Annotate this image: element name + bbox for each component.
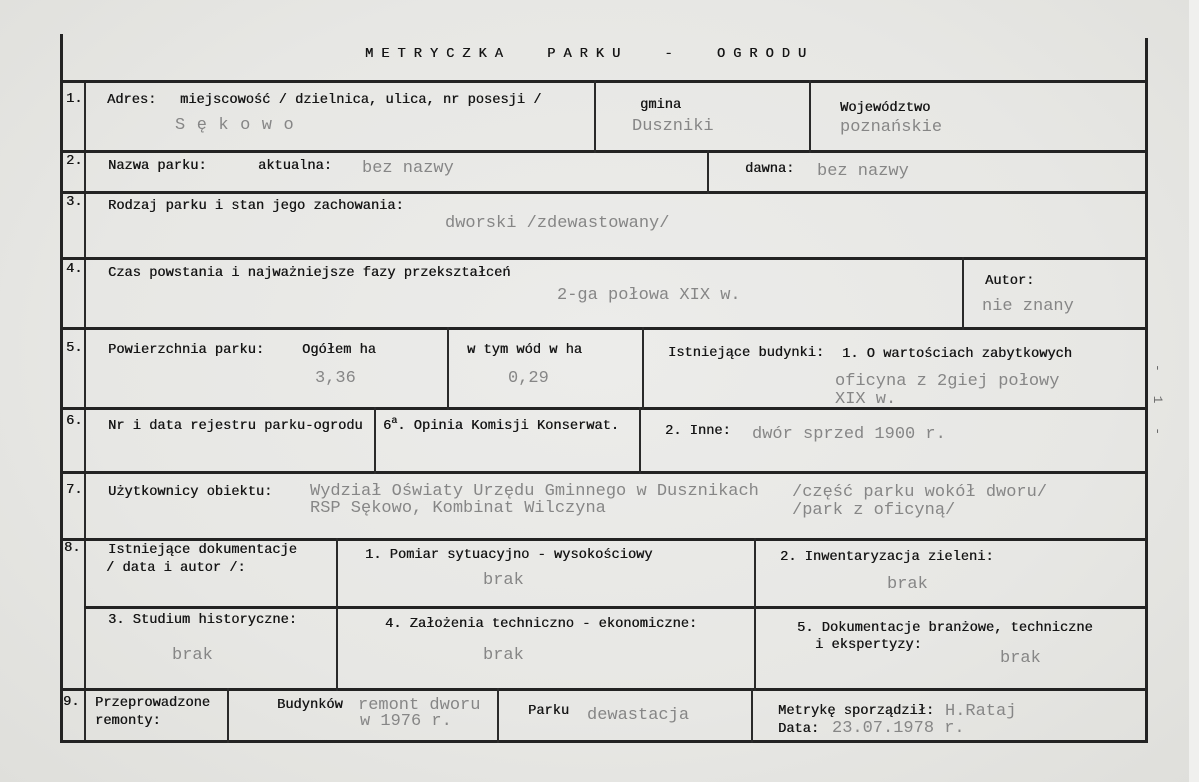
current-name-value: bez nazwy [362,159,454,178]
row-divider-line [60,688,1148,691]
column-divider-line [809,80,811,153]
column-divider-line [497,688,499,743]
technical-docs-value: brak [1000,649,1041,668]
row-number: 3. [66,195,83,210]
row-number: 4. [66,262,83,277]
column-divider-line [751,688,753,743]
number-column-line [84,80,86,743]
row-number: 7. [66,483,83,498]
buildings-renovation-value: remont dworu [358,696,481,715]
row-divider-line [60,191,1148,194]
survey-value: brak [483,571,524,590]
column-divider-line [754,538,756,691]
date-value: 23.07.1978 r. [832,719,965,738]
row-number: 5. [66,341,83,356]
date-label: Data: [778,722,820,737]
other-buildings-value: dwór sprzed 1900 r. [752,425,946,444]
form-title: METRYCZKA PARKU - OGRODU [365,47,815,62]
area-label: Powierzchnia parku: [108,343,265,358]
row-number: 9. [63,695,80,710]
other-buildings-label: 2. Inne: [665,424,731,439]
voivodeship-value: poznańskie [840,118,943,137]
register-label: Nr i data rejestru parku-ogrodu [108,419,363,434]
documentation-label: Istniejące dokumentacje [108,543,297,558]
column-divider-line [447,327,449,410]
users-label: Użytkownicy obiektu: [108,485,273,500]
prepared-by-value: H.Rataj [945,702,1017,721]
park-type-value: dworski /zdewastowany/ [445,214,670,233]
row-divider-line [60,538,1148,541]
frame-bottom-line [60,740,1148,743]
frame-right-line [1145,38,1148,743]
water-area-value: 0,29 [508,369,549,388]
technical-docs-label: i ekspertyzy: [815,638,922,653]
commune-label: gmina [640,98,682,113]
column-divider-line [227,688,229,743]
water-area-label: w tym wód w ha [467,343,582,358]
row-divider-line [60,407,1148,410]
prepared-by-label: Metrykę sporządził: [778,704,935,719]
historic-buildings-label: 1. O wartościach zabytkowych [842,347,1072,362]
address-sublabel: miejscowość / dzielnica, ulica, nr posesji / [180,93,542,108]
opinion-number: 6 [383,419,392,434]
user-scope: /część parku wokół dworu/ [792,483,1048,502]
user-name: Wydział Oświaty Urzędu Gminnego w Dusznikach [310,482,759,501]
buildings-renovation-value: w 1976 r. [360,712,452,731]
buildings-label: Istniejące budynki: [668,346,825,361]
address-value: Sękowo [175,116,306,135]
row-number: 6. [66,414,83,429]
column-divider-line [336,538,338,691]
technical-docs-label: 5. Dokumentacje branżowe, techniczne [797,621,1093,636]
paper-edge [1189,0,1199,782]
total-area-value: 3,36 [315,369,356,388]
commune-value: Duszniki [632,117,714,136]
author-label: Autor: [985,274,1035,289]
column-divider-line [707,150,709,194]
column-divider-line [962,257,964,330]
column-divider-line [374,407,376,474]
renovations-label: remonty: [95,714,161,729]
column-divider-line [639,407,641,474]
park-renovation-value: dewastacja [587,706,690,725]
row-divider-line [60,471,1148,474]
column-divider-line [594,80,596,153]
user-name: RSP Sękowo, Kombinat Wilczyna [310,499,606,518]
historic-buildings-value: XIX w. [835,390,897,409]
row-divider-line [60,80,1148,83]
row-divider-line [60,257,1148,260]
row-divider-line [84,606,1148,609]
column-divider-line [642,327,644,410]
historical-study-value: brak [172,646,213,665]
park-name-label: Nazwa parku: [108,159,207,174]
opinion-superscript: a [391,416,398,427]
economic-assumptions-value: brak [483,646,524,665]
former-name-value: bez nazwy [817,162,909,181]
opinion-text: . Opinia Komisji Konserwat. [397,419,620,434]
greenery-inventory-label: 2. Inwentaryzacja zieleni: [780,550,994,565]
historic-buildings-value: oficyna z 2giej połowy [835,372,1060,391]
origin-label: Czas powstania i najważniejsze fazy przekształceń [108,266,511,281]
park-type-label: Rodzaj parku i stan jego zachowania: [108,199,404,214]
page-number-mark: - 1 - [1150,364,1165,444]
row-divider-line [60,150,1148,153]
conservator-opinion-label [383,416,620,436]
greenery-inventory-value: brak [887,575,928,594]
current-name-label: aktualna: [258,159,332,174]
row-number: 1. [66,92,83,107]
park-renovation-label: Parku [528,704,570,719]
renovations-label: Przeprowadzone [95,696,210,711]
documentation-label: / data i autor /: [106,561,246,576]
row-divider-line [60,327,1148,330]
former-name-label: dawna: [745,162,795,177]
survey-label: 1. Pomiar sytuacyjno - wysokościowy [365,548,653,563]
voivodeship-label: Województwo [840,101,931,116]
user-scope: /park z oficyną/ [792,501,956,520]
row-number: 8. [64,541,81,556]
economic-assumptions-label: 4. Założenia techniczno - ekonomiczne: [385,617,698,632]
total-area-label: Ogółem ha [302,343,376,358]
address-label: Adres: [107,93,157,108]
row-number: 2. [66,154,83,169]
frame-left-line [60,34,63,743]
buildings-renovation-label: Budynków [277,698,343,713]
historical-study-label: 3. Studium historyczne: [108,613,297,628]
origin-value: 2-ga połowa XIX w. [557,286,741,305]
author-value: nie znany [982,297,1074,316]
